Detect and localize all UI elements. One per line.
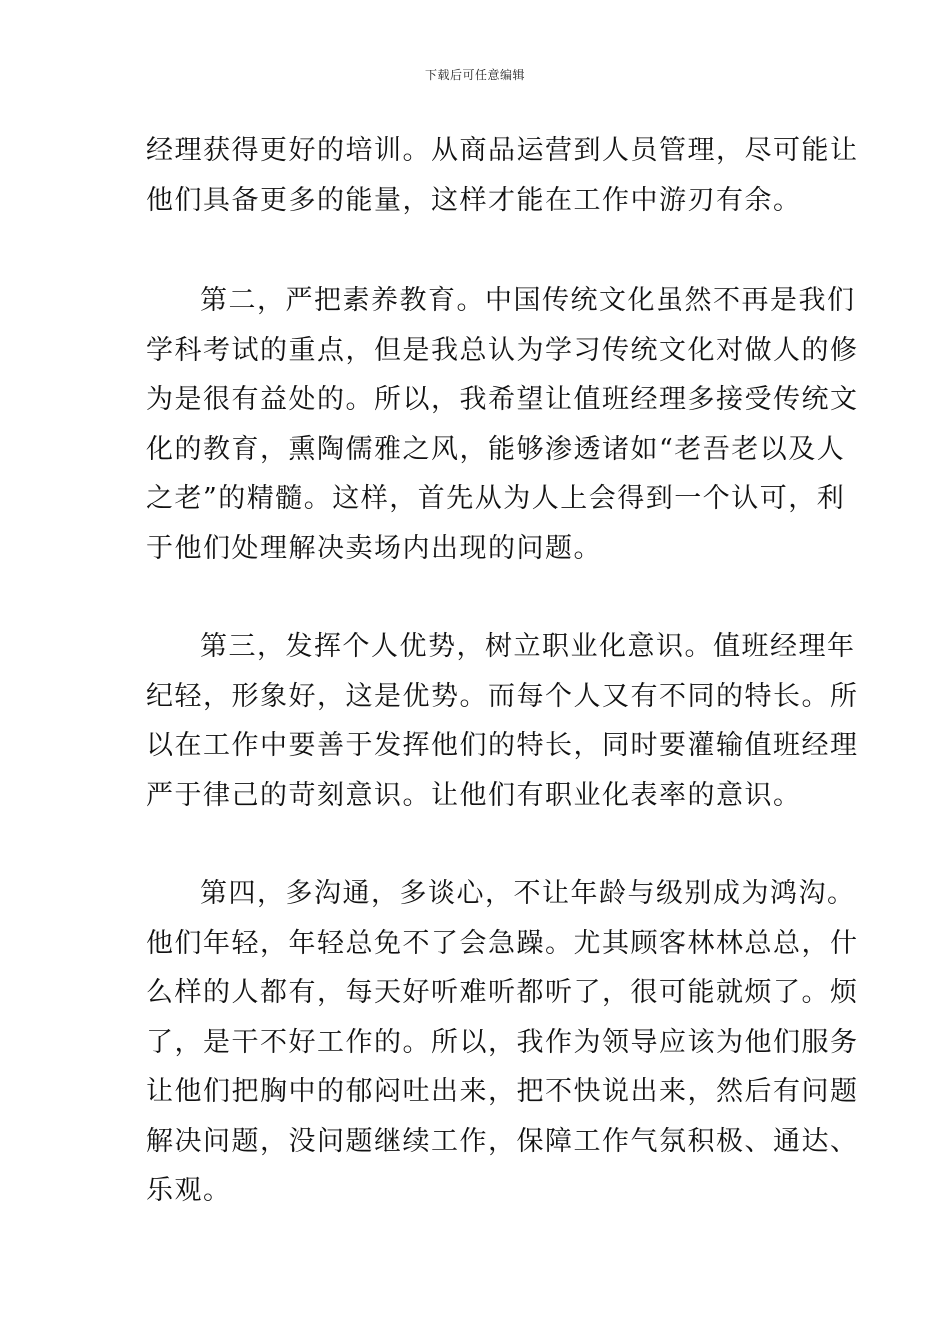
paragraph-line: 纪轻，形象好，这是优势。而每个人又有不同的特长。所 — [146, 680, 859, 712]
paragraph-line: 于他们处理解决卖场内出现的问题。 — [146, 532, 602, 564]
paragraph-line: 第四，多沟通，多谈心，不让年龄与级别成为鸿沟。 — [200, 878, 856, 909]
paragraph-1 — [146, 126, 859, 225]
paragraph-line: 学科考试的重点，但是我总认为学习传统文化对做人的修 — [146, 334, 859, 366]
paragraph-line: 第三，发挥个人优势，树立职业化意识。值班经理年 — [200, 631, 856, 662]
paragraph-line: 么样的人都有，每天好听难听都听了，很可能就烦了。烦 — [146, 977, 859, 1008]
paragraph-line: 之老”的精髓。这样，首先从为人上会得到一个认可，利 — [146, 483, 846, 514]
paragraph-line: 他们年轻，年轻总免不了会急躁。尤其顾客林林总总，什 — [146, 927, 859, 959]
paragraph-line: 为是很有益处的。所以，我希望让值班经理多接受传统文 — [146, 384, 859, 415]
paragraph-line: 化的教育，熏陶儒雅之风，能够渗透诸如“老吾老以及人 — [146, 433, 846, 465]
paragraph-line: 他们具备更多的能量，这样才能在工作中游刃有余。 — [146, 184, 802, 216]
paragraph-3 — [146, 622, 859, 820]
paragraph-4 — [146, 869, 859, 1216]
paragraph-line: 第二，严把素养教育。中国传统文化虽然不再是我们 — [200, 285, 856, 316]
paragraph-line: 经理获得更好的培训。从商品运营到人员管理，尽可能让 — [146, 135, 859, 166]
paragraph-line: 严于律己的苛刻意识。让他们有职业化表率的意识。 — [146, 779, 802, 811]
paragraph-line: 了，是干不好工作的。所以，我作为领导应该为他们服务 — [146, 1026, 859, 1058]
paragraph-line: 让他们把胸中的郁闷吐出来，把不快说出来，然后有问题 — [146, 1076, 859, 1107]
page-header: 下载后可任意编辑 — [424, 68, 525, 82]
paragraph-line: 乐观。 — [146, 1175, 232, 1206]
paragraph-line: 以在工作中要善于发挥他们的特长，同时要灌输值班经理 — [146, 730, 859, 761]
paragraph-2 — [146, 276, 859, 573]
paragraph-line: 解决问题，没问题继续工作，保障工作气氛积极、通达、 — [146, 1125, 859, 1157]
